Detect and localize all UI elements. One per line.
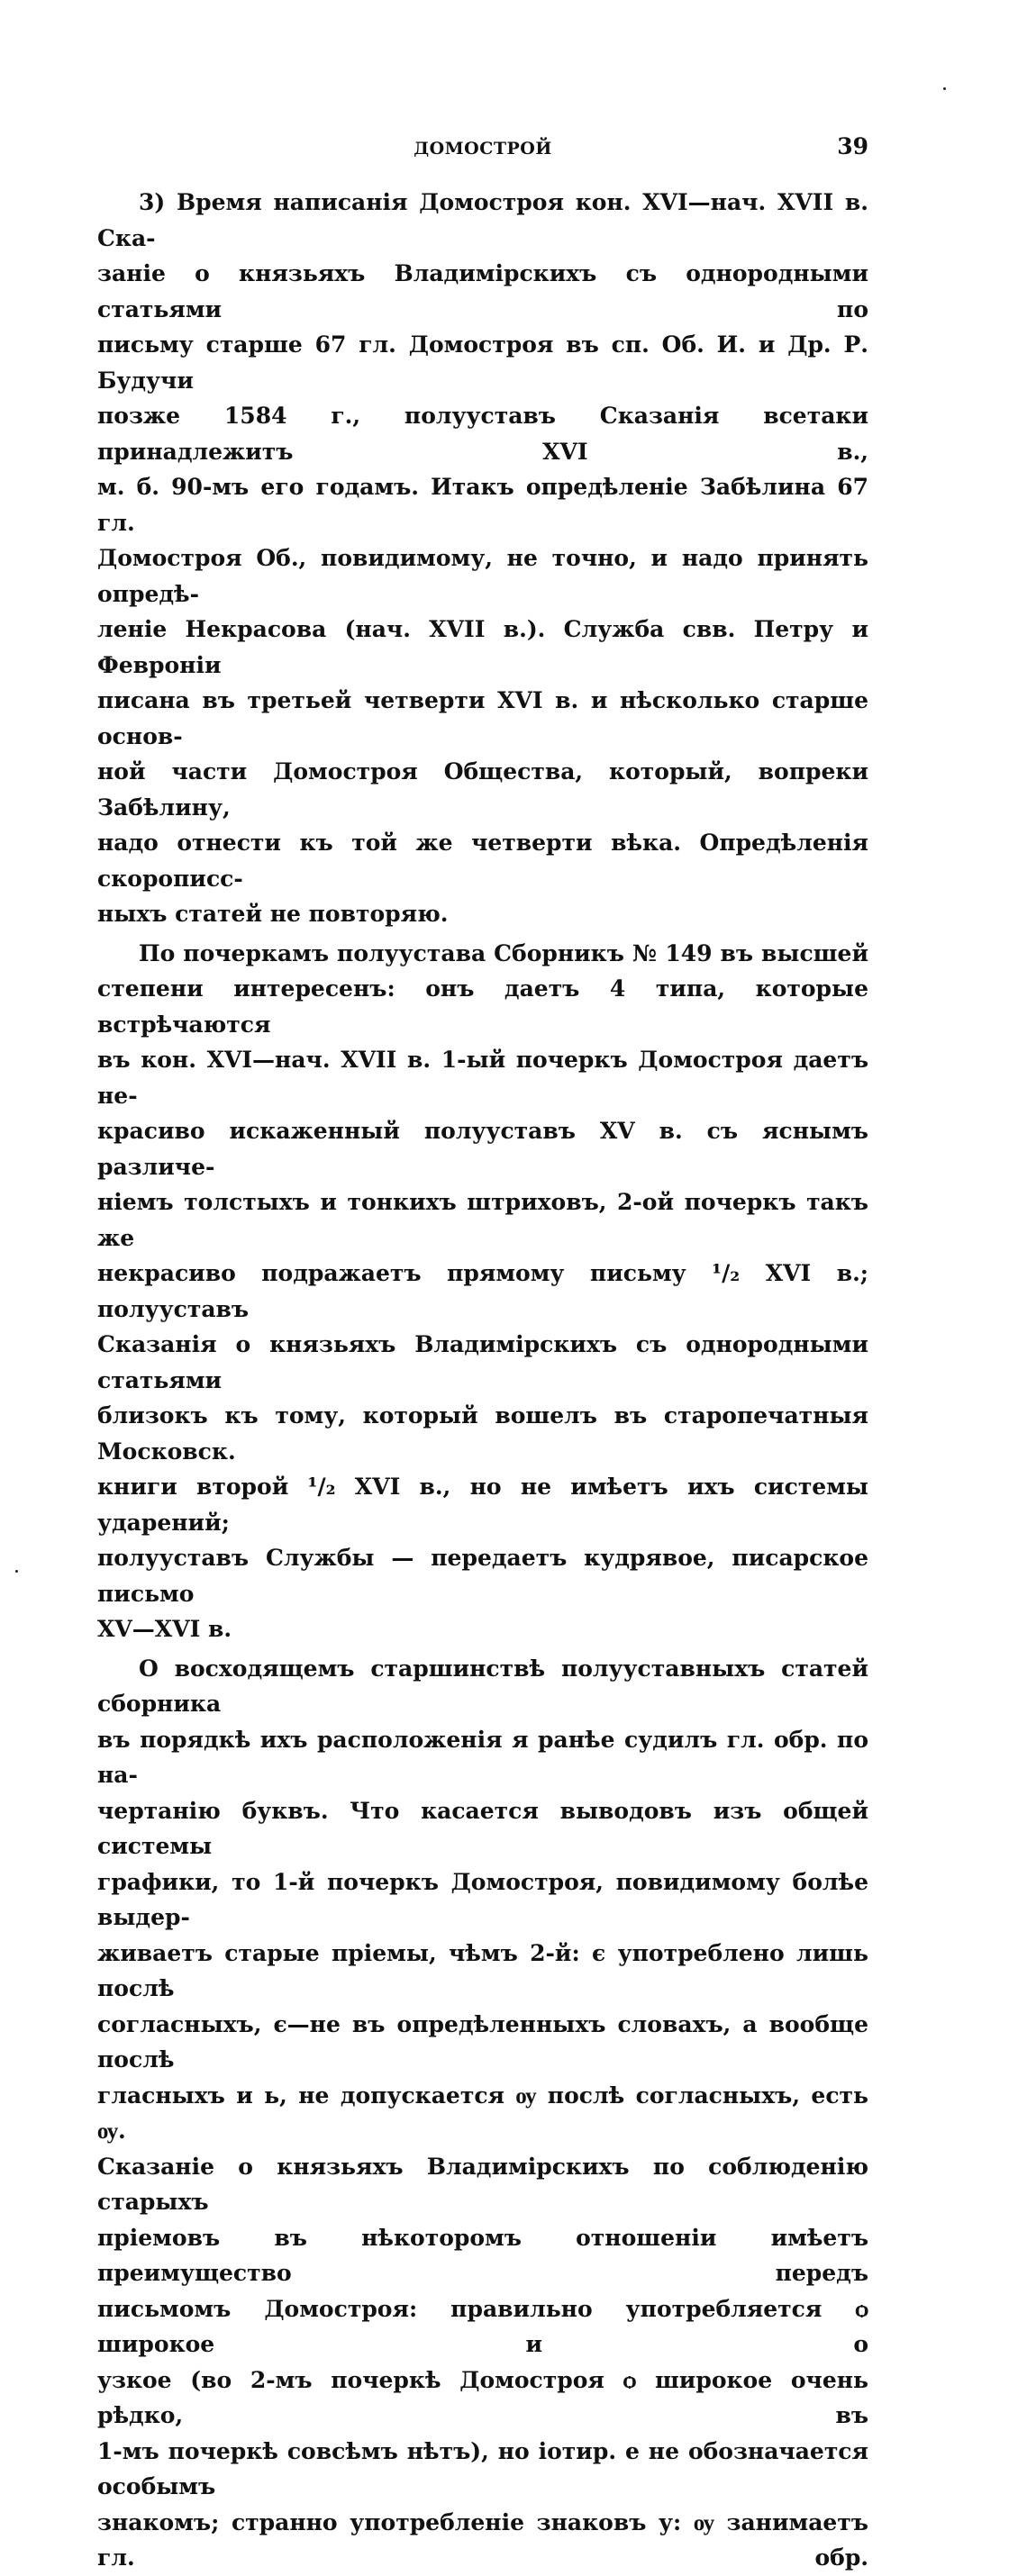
text-line: ныхъ статей не повторяю.	[97, 901, 449, 927]
text-line: Сказаніе о князьяхъ Владимірскихъ по соблюденію старыхъ	[97, 2153, 868, 2215]
page-header	[97, 133, 868, 169]
paragraph-3	[97, 1651, 868, 2576]
text-line: красиво искаженный полууставъ XV в. съ яснымъ различе-	[97, 1118, 868, 1180]
text-line: чертанію буквъ. Что касается выводовъ изъ общей системы	[97, 1797, 868, 1859]
text-line: знакомъ; странно употребленіе знаковъ у: ѹ занимаетъ гл. обр.	[97, 2508, 868, 2571]
scan-speck-top-right	[943, 87, 946, 90]
text-line: письму старше 67 гл. Домостроя въ сп. Об. И. и Др. Р. Будучи	[97, 331, 868, 394]
text-line: полууставъ Службы — передаетъ кудрявое, писарское письмо	[97, 1545, 868, 1607]
text-line: XV—XVI в.	[97, 1616, 232, 1642]
text-line: заніе о князьяхъ Владимірскихъ съ однородными статьями по	[97, 260, 868, 322]
text-line: По почеркамъ полуустава Сборникъ № 149 въ высшей	[139, 939, 868, 966]
text-line: 3) Время написанія Домостроя кон. XVI—нач. XVII в. Ска-	[97, 189, 868, 251]
text-line: въ кон. XVI—нач. XVII в. 1-ый почеркъ Домостроя даетъ не-	[97, 1047, 868, 1109]
text-line: Домостроя Об., повидимому, не точно, и надо принять опредѣ-	[97, 545, 868, 607]
text-line: живаетъ старые пріемы, чѣмъ 2-й: є употреблено лишь послѣ	[97, 1939, 868, 2001]
body-text	[97, 185, 868, 2576]
text-line: надо отнести къ той же четверти вѣка. Опредѣленія скорописс-	[97, 830, 868, 892]
paragraph-1	[97, 185, 868, 932]
text-line: близокъ къ тому, который вошелъ въ старопечатныя Московск.	[97, 1402, 868, 1465]
text-line: леніе Некрасова (нач. XVII в.). Служба свв. Петру и Февроніи	[97, 616, 868, 678]
text-line: въ порядкѣ ихъ расположенія я ранѣе судилъ гл. обр. по на-	[97, 1726, 868, 1788]
text-line: ніемъ толстыхъ и тонкихъ штриховъ, 2-ой почеркъ такъ же	[97, 1189, 868, 1251]
paragraph-2	[97, 936, 868, 1647]
text-line: Сказанія о князьяхъ Владимірскихъ съ однородными статьями	[97, 1331, 868, 1393]
text-line: О восходящемъ старшинствѣ полууставныхъ статей сборника	[97, 1655, 868, 1717]
text-line: письмомъ Домостроя: правильно употребляется ѻ широкое и о	[97, 2295, 868, 2357]
text-line: узкое (во 2-мъ почеркѣ Домостроя ѻ широкое очень рѣдко, въ	[97, 2366, 868, 2428]
text-line: графики, то 1-й почеркъ Домостроя, повидимому болѣе выдер-	[97, 1868, 868, 1930]
text-line: некрасиво подражаетъ прямому письму ¹/₂ XVI в.; полууставъ	[97, 1260, 868, 1322]
text-line: степени интересенъ: онъ даетъ 4 типа, которые встрѣчаются	[97, 975, 868, 1038]
text-line: гласныхъ и ь, не допускается ѹ послѣ согласныхъ, есть ѹ.	[97, 2082, 868, 2144]
page-number: 39	[837, 133, 868, 159]
text-line: м. б. 90-мъ его годамъ. Итакъ опредѣленіе Забѣлина 67 гл.	[97, 474, 868, 536]
running-title: ДОМОСТРОЙ	[414, 139, 552, 159]
text-line: пріемовъ въ нѣкоторомъ отношеніи имѣетъ преимущество передъ	[97, 2224, 868, 2286]
text-line: согласныхъ, є—не въ опредѣленныхъ словахъ, а вообще послѣ	[97, 2010, 868, 2073]
text-line: ной части Домостроя Общества, который, вопреки Забѣлину,	[97, 758, 868, 821]
text-line: книги второй ¹/₂ XVI в., но не имѣетъ ихъ системы ударений;	[97, 1474, 868, 1536]
text-line: писана въ третьей четверти XVI в. и нѣсколько старше основ-	[97, 687, 868, 749]
text-line: позже 1584 г., полууставъ Сказанія всетаки принадлежитъ XVI в.,	[97, 403, 868, 465]
scan-speck-left	[15, 1570, 18, 1573]
text-line: 1-мъ почеркѣ совсѣмъ нѣтъ), но іотир. е не обозначается особымъ	[97, 2437, 868, 2499]
